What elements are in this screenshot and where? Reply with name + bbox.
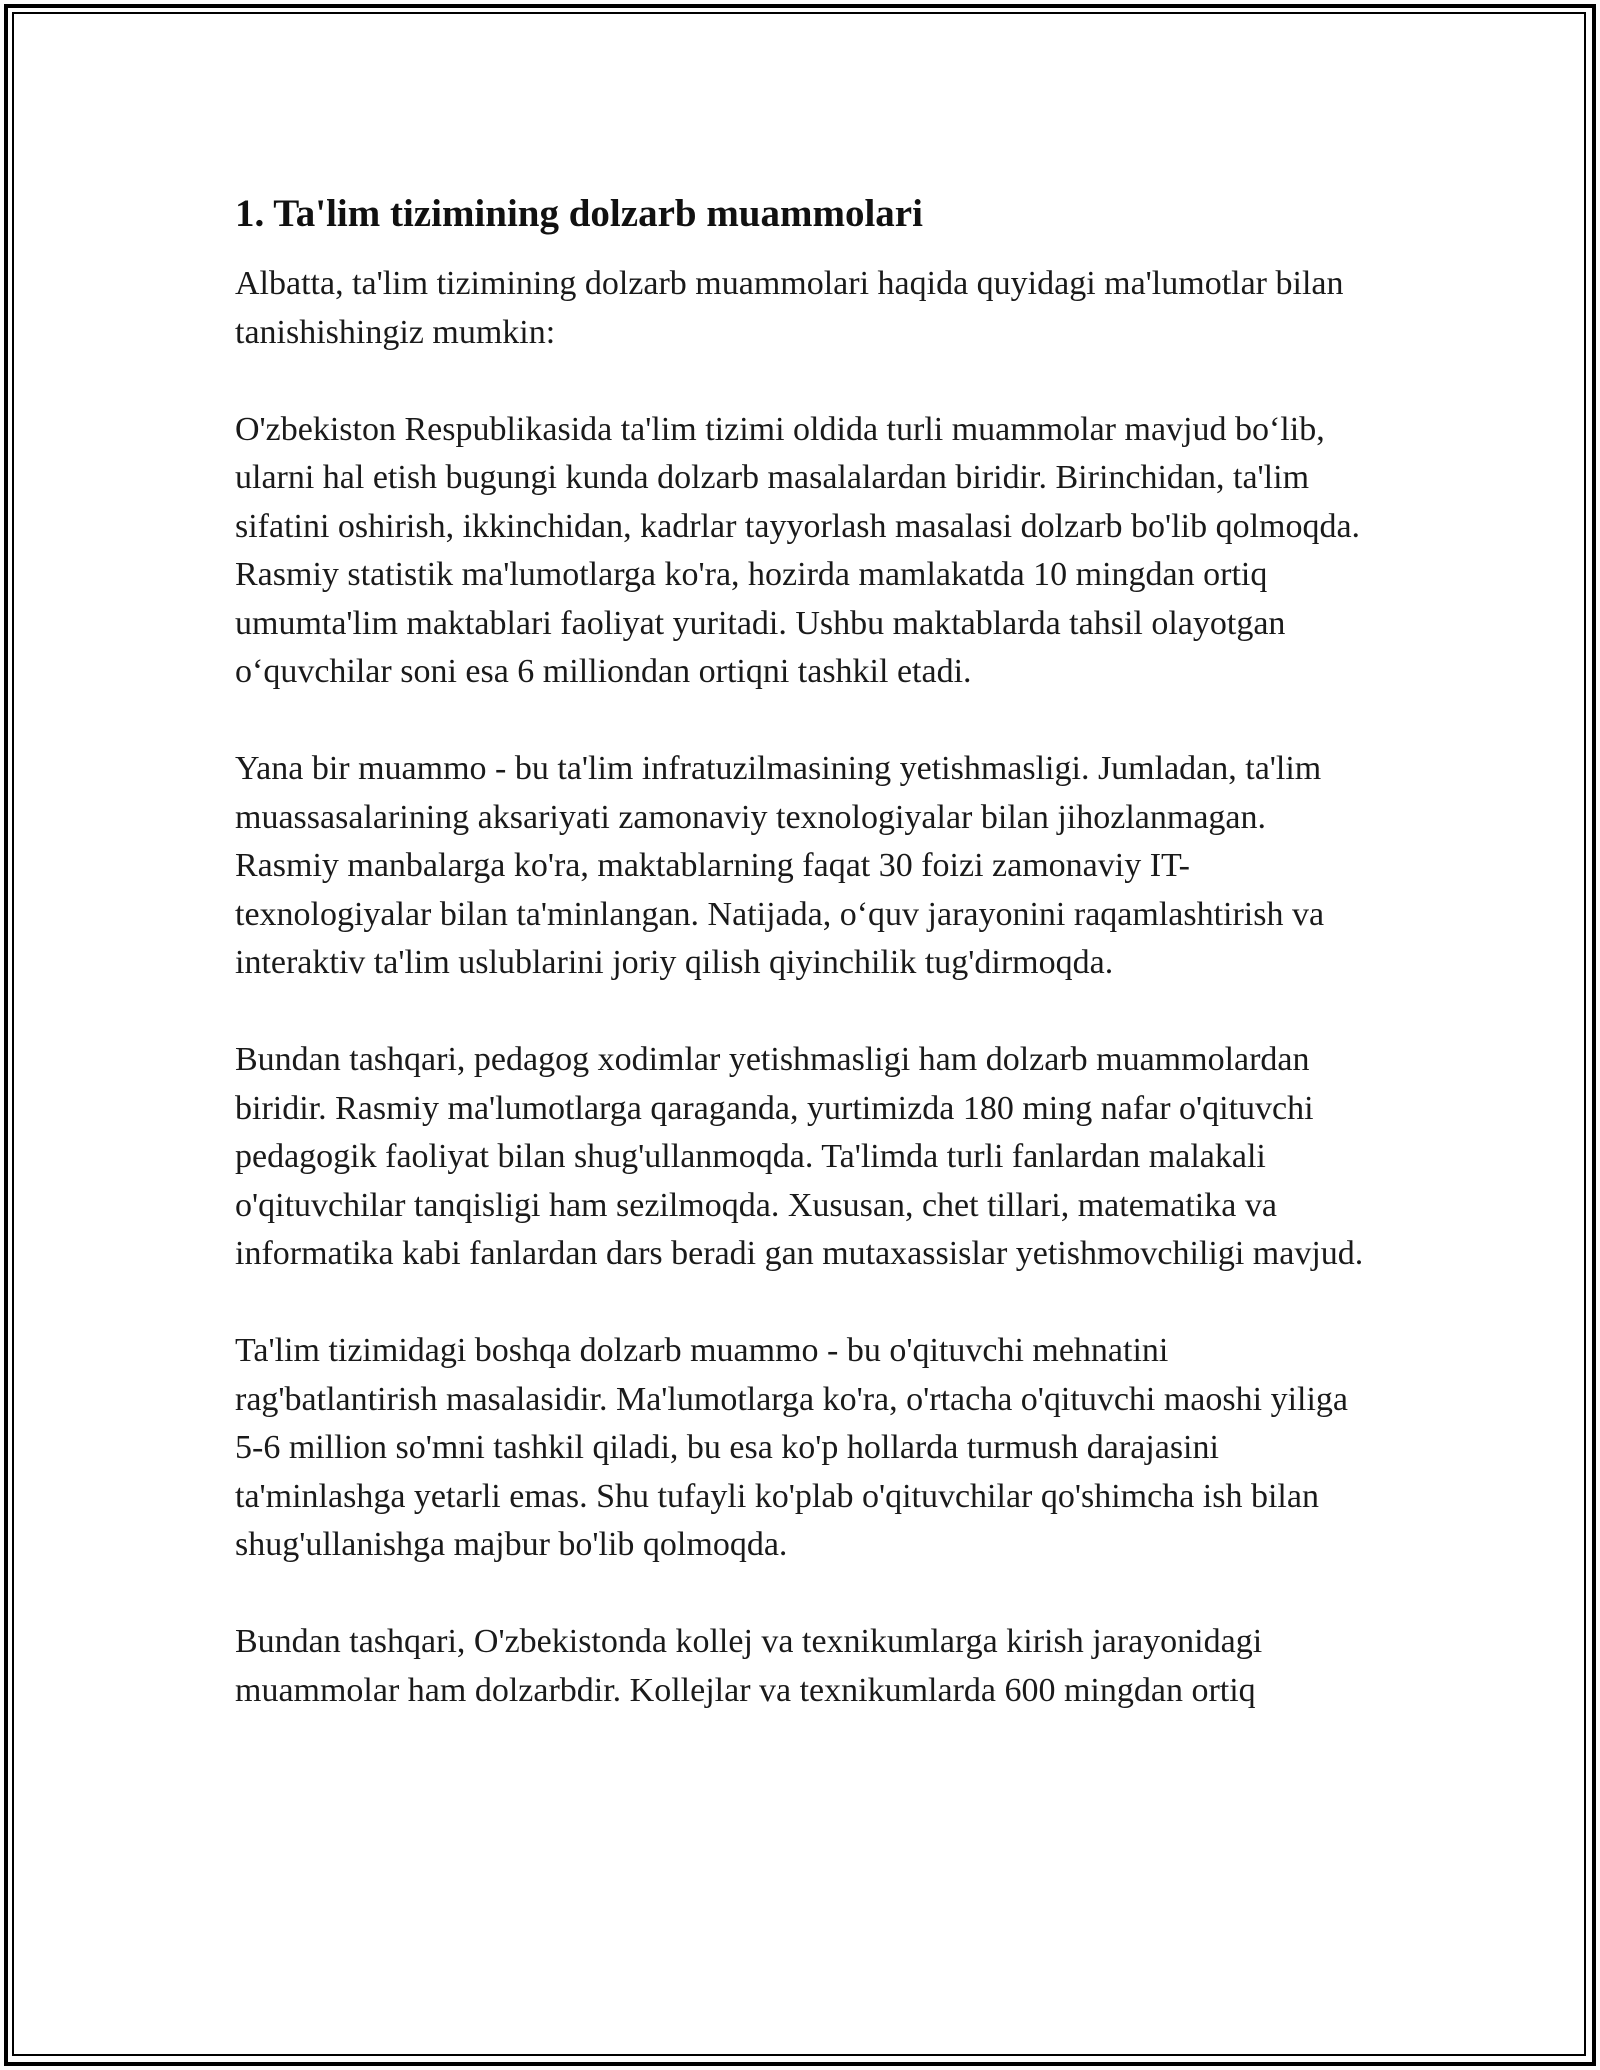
paragraph-1: O'zbekiston Respublikasida ta'lim tizimi oldida turli muammolar mavjud bo‘lib, ularni hal etish bugungi kunda dolzarb masalalardan biridir. Birinchidan, ta'lim sifatini oshirish, ikkinchidan, kadrlar tayyorlash masalasi dolzarb bo'lib qolmoqda. Rasmiy statistik ma'lumotlarga ko'ra, hozirda mamlakatda 10 mingdan ortiq umumta'lim maktablari faoliyat yuritadi. Ushbu maktablarda tahsil olayotgan o‘quvchilar soni esa 6 milliondan ortiqni tashkil etadi. <box>235 410 1361 690</box>
section-heading: 1. Ta'lim tizimining dolzarb muammolari <box>235 192 923 235</box>
intro-paragraph: Albatta, ta'lim tizimining dolzarb muammolari haqida quyidagi ma'lumotlar bilan tanishishingiz mumkin: <box>235 265 1344 351</box>
document-body <box>235 186 1375 1715</box>
paragraph-5: Bundan tashqari, O'zbekistonda kollej va texnikumlarga kirish jarayonidagi muammolar ham dolzarbdir. Kollejlar va texnikumlarda 600 mingdan ortiq <box>235 1623 1263 1709</box>
paragraph-2: Yana bir muammo - bu ta'lim infratuzilmasining yetishmasligi. Jumladan, ta'lim muassasalarining aksariyati zamonaviy texnologiyalar bilan jihozlanmagan. Rasmiy manbalarga ko'ra, maktablarning faqat 30 foizi zamonaviy IT-texnologiyalar bilan ta'minlangan. Natijada, o‘quv jarayonini raqamlashtirish va interaktiv ta'lim uslublarini joriy qilish qiyinchilik tug'dirmoqda. <box>235 750 1325 981</box>
paragraph-3: Bundan tashqari, pedagog xodimlar yetishmasligi ham dolzarb muammolardan biridir. Rasmiy ma'lumotlarga qaraganda, yurtimizda 180 ming nafar o'qituvchi pedagogik faoliyat bilan shug'ullanmoqda. Ta'limda turli fanlardan malakali o'qituvchilar tanqisligi ham sezilmoqda. Xususan, chet tillari, matematika va informatika kabi fanlardan dars beradi gan mutaxassislar yetishmovchiligi mavjud. <box>235 1041 1364 1272</box>
paragraph-4: Ta'lim tizimidagi boshqa dolzarb muammo - bu o'qituvchi mehnatini rag'batlantirish masalasidir. Ma'lumotlarga ko'ra, o'rtacha o'qituvchi maoshi yiliga 5-6 million so'mni tashkil qiladi, bu esa ko'p hollarda turmush darajasini ta'minlashga yetarli emas. Shu tufayli ko'plab o'qituvchilar qo'shimcha ish bilan shug'ullanishga majbur bo'lib qolmoqda. <box>235 1332 1349 1563</box>
